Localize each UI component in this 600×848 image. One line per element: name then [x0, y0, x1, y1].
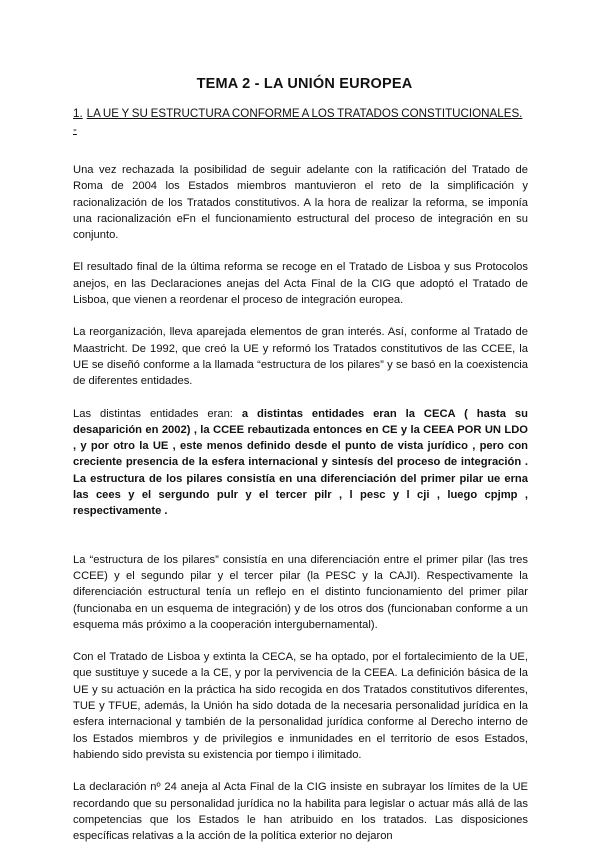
section-heading-trailing-mark: -	[73, 123, 77, 136]
paragraph-4-bold-text: a distintas entidades eran la CECA ( hasta su desaparición en 2002) , la CCEE rebautizada entonces en CE y la CEEA POR UN LDO , y por otro la UE , este menos definido desde el punto de vista jurídico , pero con creciente presencia de la esfera internacional y sintesís del proceso de integración . La estructura de los pilares consistía en una diferenciación del primer pilar ue erna las cees y el sergundo pulr y el tercer pilr , l pesc y l cji , luego cpjmp , respectivamente .	[73, 407, 528, 518]
paragraph-4-intro: Las distintas entidades eran:	[73, 407, 242, 420]
paragraph-5: La “estructura de los pilares” consistía en una diferenciación entre el primer pilar (las tres CCEE) y el segundo pilar y el tercer pilar (la PESC y la CAJI). Respectivamente la diferenciación estructural tenía un reflejo en el distinto funcionamiento del primer pilar (funcionaba en un esquema de integración) y de los otros dos (funcionaban conforme a un esquema más próximo a la cooperación intergubernamental).	[73, 553, 528, 631]
section-heading-text: LA UE Y SU ESTRUCTURA CONFORME A LOS TRATADOS CONSTITUCIONALES.	[86, 107, 523, 120]
section-heading	[73, 106, 528, 138]
paragraph-6: Con el Tratado de Lisboa y extinta la CECA, se ha optado, por el fortalecimiento de la UE, que sustituye y sucede a la CE, y por la pervivencia de la CEEA. La definición básica de la UE y su actuación en la práctica ha sido recogida en dos Tratados constitutivos diferentes, TUE y TFUE, además, la Unión ha sido dotada de la necesaria personalidad jurídica en la esfera internacional y también de la personalidad jurídica conforme al Derecho interno de los Estados miembros y de privilegios e inmunidades en el territorio de esos Estados, habiendo sido prevista su existencia por tiempo i ilimitado.	[73, 651, 528, 761]
section-number: 1.	[73, 107, 83, 120]
paragraph-2: El resultado final de la última reforma se recoge en el Tratado de Lisboa y sus Protocolos anejos, en las Declaraciones anejas del Acta Final de la CIG que adoptó el Tratado de Lisboa, que vienen a reordenar el proceso de integración europea.	[73, 261, 528, 307]
paragraph-1: Una vez rechazada la posibilidad de seguir adelante con la ratificación del Tratado de Roma de 2004 los Estados miembros mantuvieron el reto de la simplificación y racionalización de los Tratados constitutivos. A la hora de realizar la reforma, se imponía una racionalización eFn el funcionamiento estructural del proceso de integración en su conjunto.	[73, 164, 528, 242]
page-title: TEMA 2 - LA UNIÓN EUROPEA	[196, 76, 413, 92]
paragraph-3: La reorganización, lleva aparejada elementos de gran interés. Así, conforme al Tratado de Maastricht. De 1992, que creó la UE y reformó los Tratados constitutivos de las CCEE, la UE se diseñó conforme a la llamada “estructura de los pilares” y se basó en la coexistencia de diferentes entidades.	[73, 326, 528, 388]
paragraph-4	[73, 406, 528, 520]
paragraph-7: La declaración nº 24 aneja al Acta Final de la CIG insiste en subrayar los límites de la UE recordando que su personalidad jurídica no la habilita para legislar o actuar más allá de las competencias que los Estados le han atribuido en los tratados. Las disposiciones específicas relativas a la acción de la política exterior no dejaron	[73, 781, 528, 843]
